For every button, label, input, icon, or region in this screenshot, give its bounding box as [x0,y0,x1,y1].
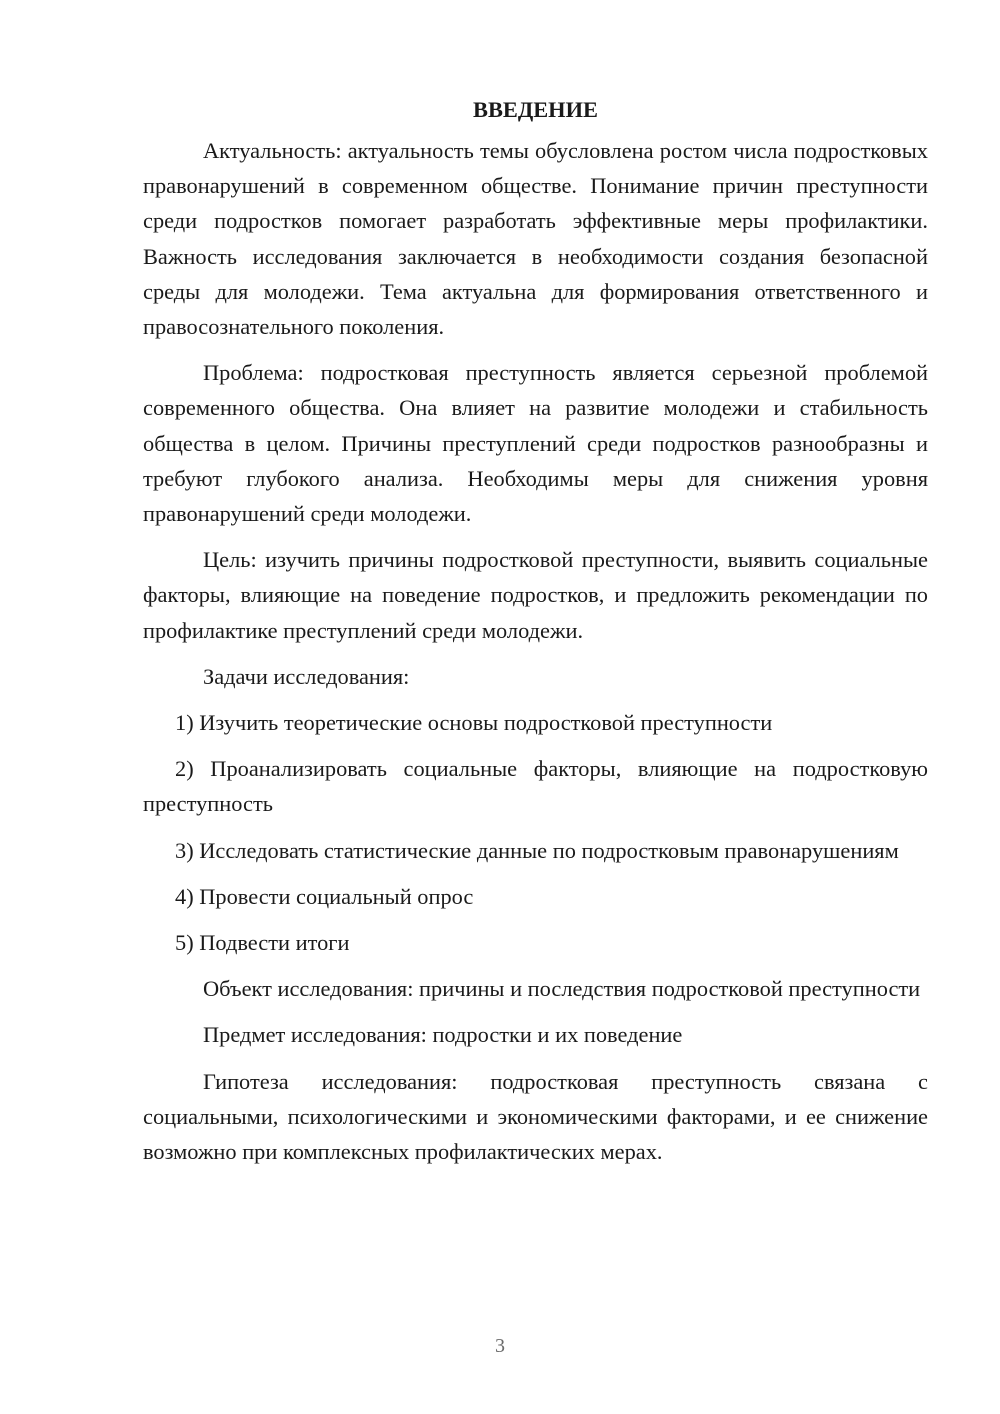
document-page [143,92,928,1180]
task-item-1: 1) Изучить теоретические основы подростковой преступности [175,710,773,736]
task-item-3: 3) Исследовать статистические данные по подростковым правонарушениям [175,837,899,863]
task-item-5: 5) Подвести итоги [175,930,350,956]
task-item-4: 4) Провести социальный опрос [175,883,474,909]
paragraph-relevance: Актуальность: актуальность темы обусловлена ростом числа подростковых правонарушений в современном обществе. Понимание причин преступности среди подростков помогает разработать эффективные меры профилактики. Важность исследования заключается в необходимости создания безопасной среды для молодежи. Тема актуальна для формирования ответственного и правосознательного поколения. [143,138,928,340]
paragraph-subject: Предмет исследования: подростки и их поведение [203,1022,683,1048]
paragraph-hypothesis: Гипотеза исследования: подростковая преступность связана с социальными, психологическими и экономическими факторами, и ее снижение возможно при комплексных профилактических мерах. [143,1068,928,1165]
paragraph-problem: Проблема: подростковая преступность является серьезной проблемой современного общества. Она влияет на развитие молодежи и стабильность общества в целом. Причины преступлений среди подростков разнообразны и требуют глубокого анализа. Необходимы меры для снижения уровня правонарушений среди молодежи. [143,360,928,527]
tasks-heading: Задачи исследования: [203,663,410,689]
task-item-2: 2) Проанализировать социальные факторы, влияющие на подростковую преступность [143,756,928,817]
section-title: ВВЕДЕНИЕ [473,97,598,122]
page-number: 3 [495,1335,505,1357]
paragraph-object: Объект исследования: причины и последствия подростковой преступности [203,976,921,1002]
paragraph-goal: Цель: изучить причины подростковой преступности, выявить социальные факторы, влияющие на поведение подростков, и предложить рекомендации по профилактике преступлений среди молодежи. [143,547,928,643]
